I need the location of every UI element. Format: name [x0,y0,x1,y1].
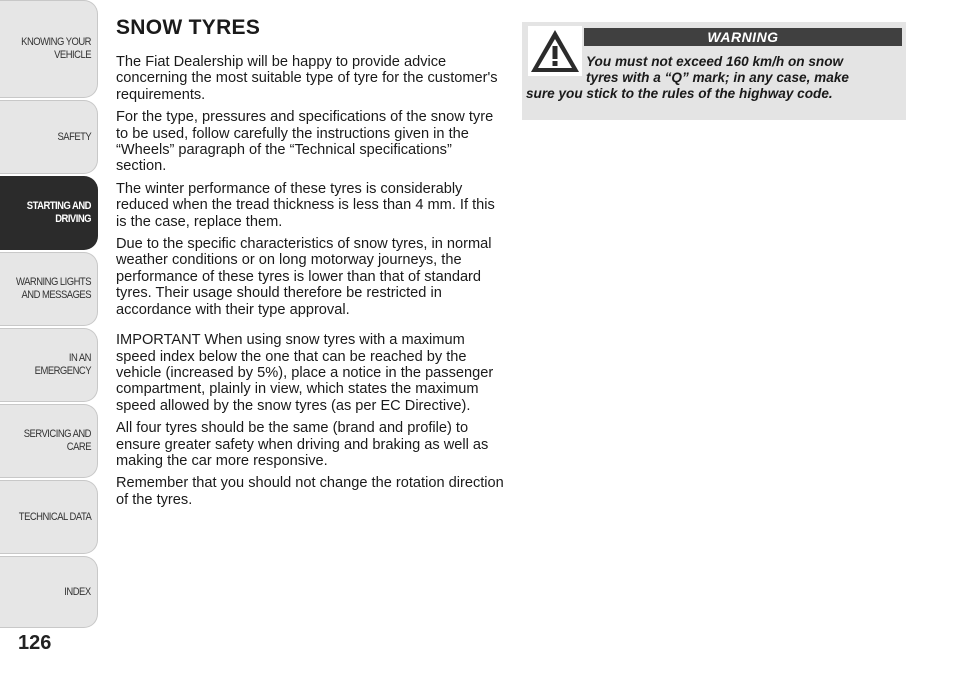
warning-box [522,22,906,120]
page-number: 126 [18,632,52,654]
tab-label: SERVICING AND CARE [23,428,92,453]
tab-label: STARTING AND DRIVING [26,200,91,225]
tab-index[interactable] [0,556,98,628]
tab-knowing-your-vehicle[interactable] [0,0,98,98]
tab-label: SAFETY [57,130,91,143]
tab-servicing-and-care[interactable] [0,404,98,478]
tab-label: IN AN EMERGENCY [34,352,91,377]
page-title: SNOW TYRES [116,16,261,39]
warning-heading: WARNING [584,28,902,46]
warning-line: tyres with a “Q” mark; in any case, make [586,70,849,85]
paragraph: All four tyres should be the same (brand and profile) to ensure greater safety when driving and braking as well as making the car more responsive. [116,420,489,469]
section-sidebar [0,0,100,630]
tab-label: INDEX [64,585,91,598]
tab-label: TECHNICAL DATA [18,510,91,523]
tab-safety[interactable] [0,100,98,174]
tab-warning-lights-and-messages[interactable] [0,252,98,326]
paragraph: Remember that you should not change the rotation direction of the tyres. [116,475,504,508]
tab-label: KNOWING YOUR VEHICLE [21,36,92,61]
tab-technical-data[interactable] [0,480,98,554]
warning-line: sure you stick to the rules of the highway code. [526,86,833,101]
tab-in-an-emergency[interactable] [0,328,98,402]
paragraph: The winter performance of these tyres is considerably reduced when the tread thickness is less than 4 mm. If this is the case, replace them. [116,180,495,230]
tab-label: WARNING LIGHTS AND MESSAGES [16,276,92,301]
paragraph: For the type, pressures and specifications of the snow tyre to be used, follow carefully the instructions given in the “Wheels” paragraph of the “Technical specifications” section. [116,109,494,175]
warning-line: You must not exceed 160 km/h on snow [586,54,844,69]
tab-starting-and-driving[interactable] [0,176,98,250]
main-content [116,16,506,514]
paragraph: Due to the specific characteristics of snow tyres, in normal weather conditions or on long motorway journeys, the performance of these tyres is lower than that of standard tyres. Their usage should therefore be restricted in accordance with their type approval. [116,236,492,318]
warning-text [526,54,902,102]
paragraph: IMPORTANT When using snow tyres with a maximum speed index below the one that can be reached by the vehicle (increased by 5%), place a notice in the passenger compartment, plainly in view, which states the maximum speed allowed by the snow tyres (as per EC Directive). [116,332,494,414]
paragraph: The Fiat Dealership will be happy to provide advice concerning the most suitable type of tyre for the customer's requirements. [116,54,498,103]
